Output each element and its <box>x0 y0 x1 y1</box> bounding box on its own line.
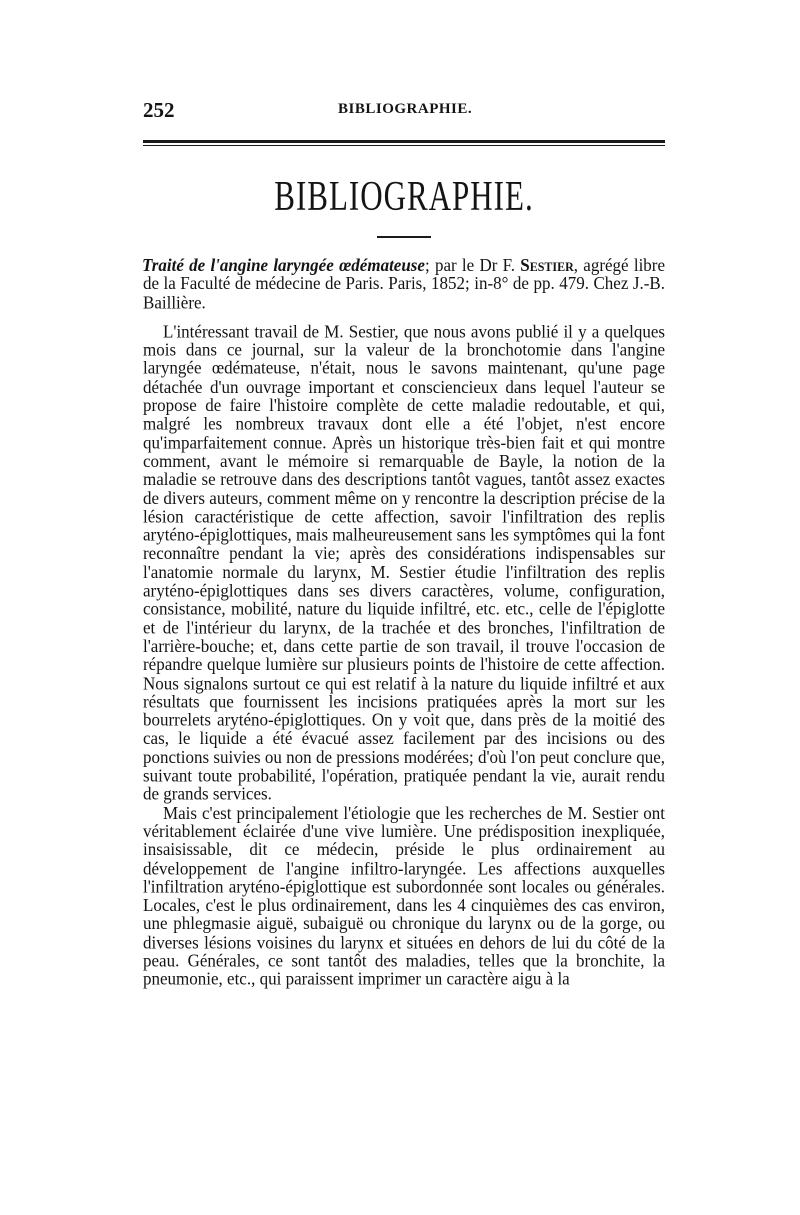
section-title: BIBLIOGRAPHIE. <box>274 172 534 220</box>
author-name: Sestier <box>520 254 574 276</box>
book-title: Traité de l'angine laryngée œdémateuse <box>142 254 425 276</box>
citation-prefix: ; par le Dr F. <box>424 254 521 276</box>
review-article <box>143 256 665 988</box>
review-paragraph-1: L'intéressant travail de M. Sestier, que nous avons publié il y a quelques mois dans ce journal, sur la valeur de la bronchotomie dans l'angine laryngée œdémateuse, n'était, nous le savons maintenant, qu'une page détachée d'un ouvrage important et consciencieux dans lequel l'auteur se propose de faire l'histoire complète de cette maladie redoutable, et qui, malgré les nombreux travaux dont elle a été l'objet, n'est encore qu'imparfaitement connue. Après un historique très-bien fait et qui montre comment, avant le mémoire si remarquable de Bayle, la notion de la maladie se retrouve dans des descriptions tantôt vagues, tantôt assez exactes de divers auteurs, comment même on y rencontre la description précise de la lésion caractéristique de cette affection, savoir l'infiltration des replis aryténo-épiglottiques, mais malheureusement sans les symptômes qui la font reconnaître pendant la vie; après des considérations indispensables sur l'anatomie normale du larynx, M. Sestier étudie l'infiltration des replis aryténo-épiglottiques dans ses divers caractères, volume, configuration, consistance, mobilité, nature du liquide infiltré, etc. etc., celle de l'épiglotte et de l'intérieur du larynx, de la trachée et des bronches, l'infiltration de l'arrière-bouche; et, dans cette partie de son travail, il trouve l'occasion de répandre quelque lumière sur plusieurs points de l'histoire de cette affection. Nous signalons surtout ce qui est relatif à la nature du liquide infiltré et aux résultats que fournissent les incisions pratiquées après la mort sur les bourrelets aryténo-épiglottiques. On y voit que, dans près de la moitié des cas, le liquide a été évacué assez facilement par des incisions ou des ponctions suivies ou non de pressions modérées; d'où l'on peut conclure que, suivant toute probabilité, l'opération, pratiquée pendant la vie, aurait rendu de grands services. <box>143 321 665 805</box>
running-title: BIBLIOGRAPHIE. <box>338 101 473 117</box>
page-number: 252 <box>143 98 175 122</box>
book-citation <box>143 256 665 312</box>
title-rule <box>377 236 431 238</box>
citation-suffix: , agrégé libre de la Faculté de médecine de Paris. Paris, 1852; in-8° de pp. 479. Chez J.-B. Baillière. <box>143 254 666 313</box>
header-rule <box>143 140 665 146</box>
running-head <box>143 98 663 124</box>
review-paragraph-2: Mais c'est principalement l'étiologie que les recherches de M. Sestier ont véritablement éclairée d'une vive lumière. Une prédisposition inexpliquée, insaisissable, dit ce médecin, préside le plus ordinairement au développement de l'angine infiltro-laryngée. Les affections auxquelles l'infiltration aryténo-épiglottique est subordonnée sont locales ou générales. Locales, c'est le plus ordinairement, dans les 4 cinquièmes des cas environ, une phlegmasie aiguë, subaiguë ou chronique du larynx ou de la gorge, ou diverses lésions voisines du larynx et situées en dehors de lui du côté de la peau. Générales, ce sont tantôt des maladies, telles que la bronchite, la pneumonie, etc., qui paraissent imprimer un caractère aigu à la <box>143 802 665 990</box>
